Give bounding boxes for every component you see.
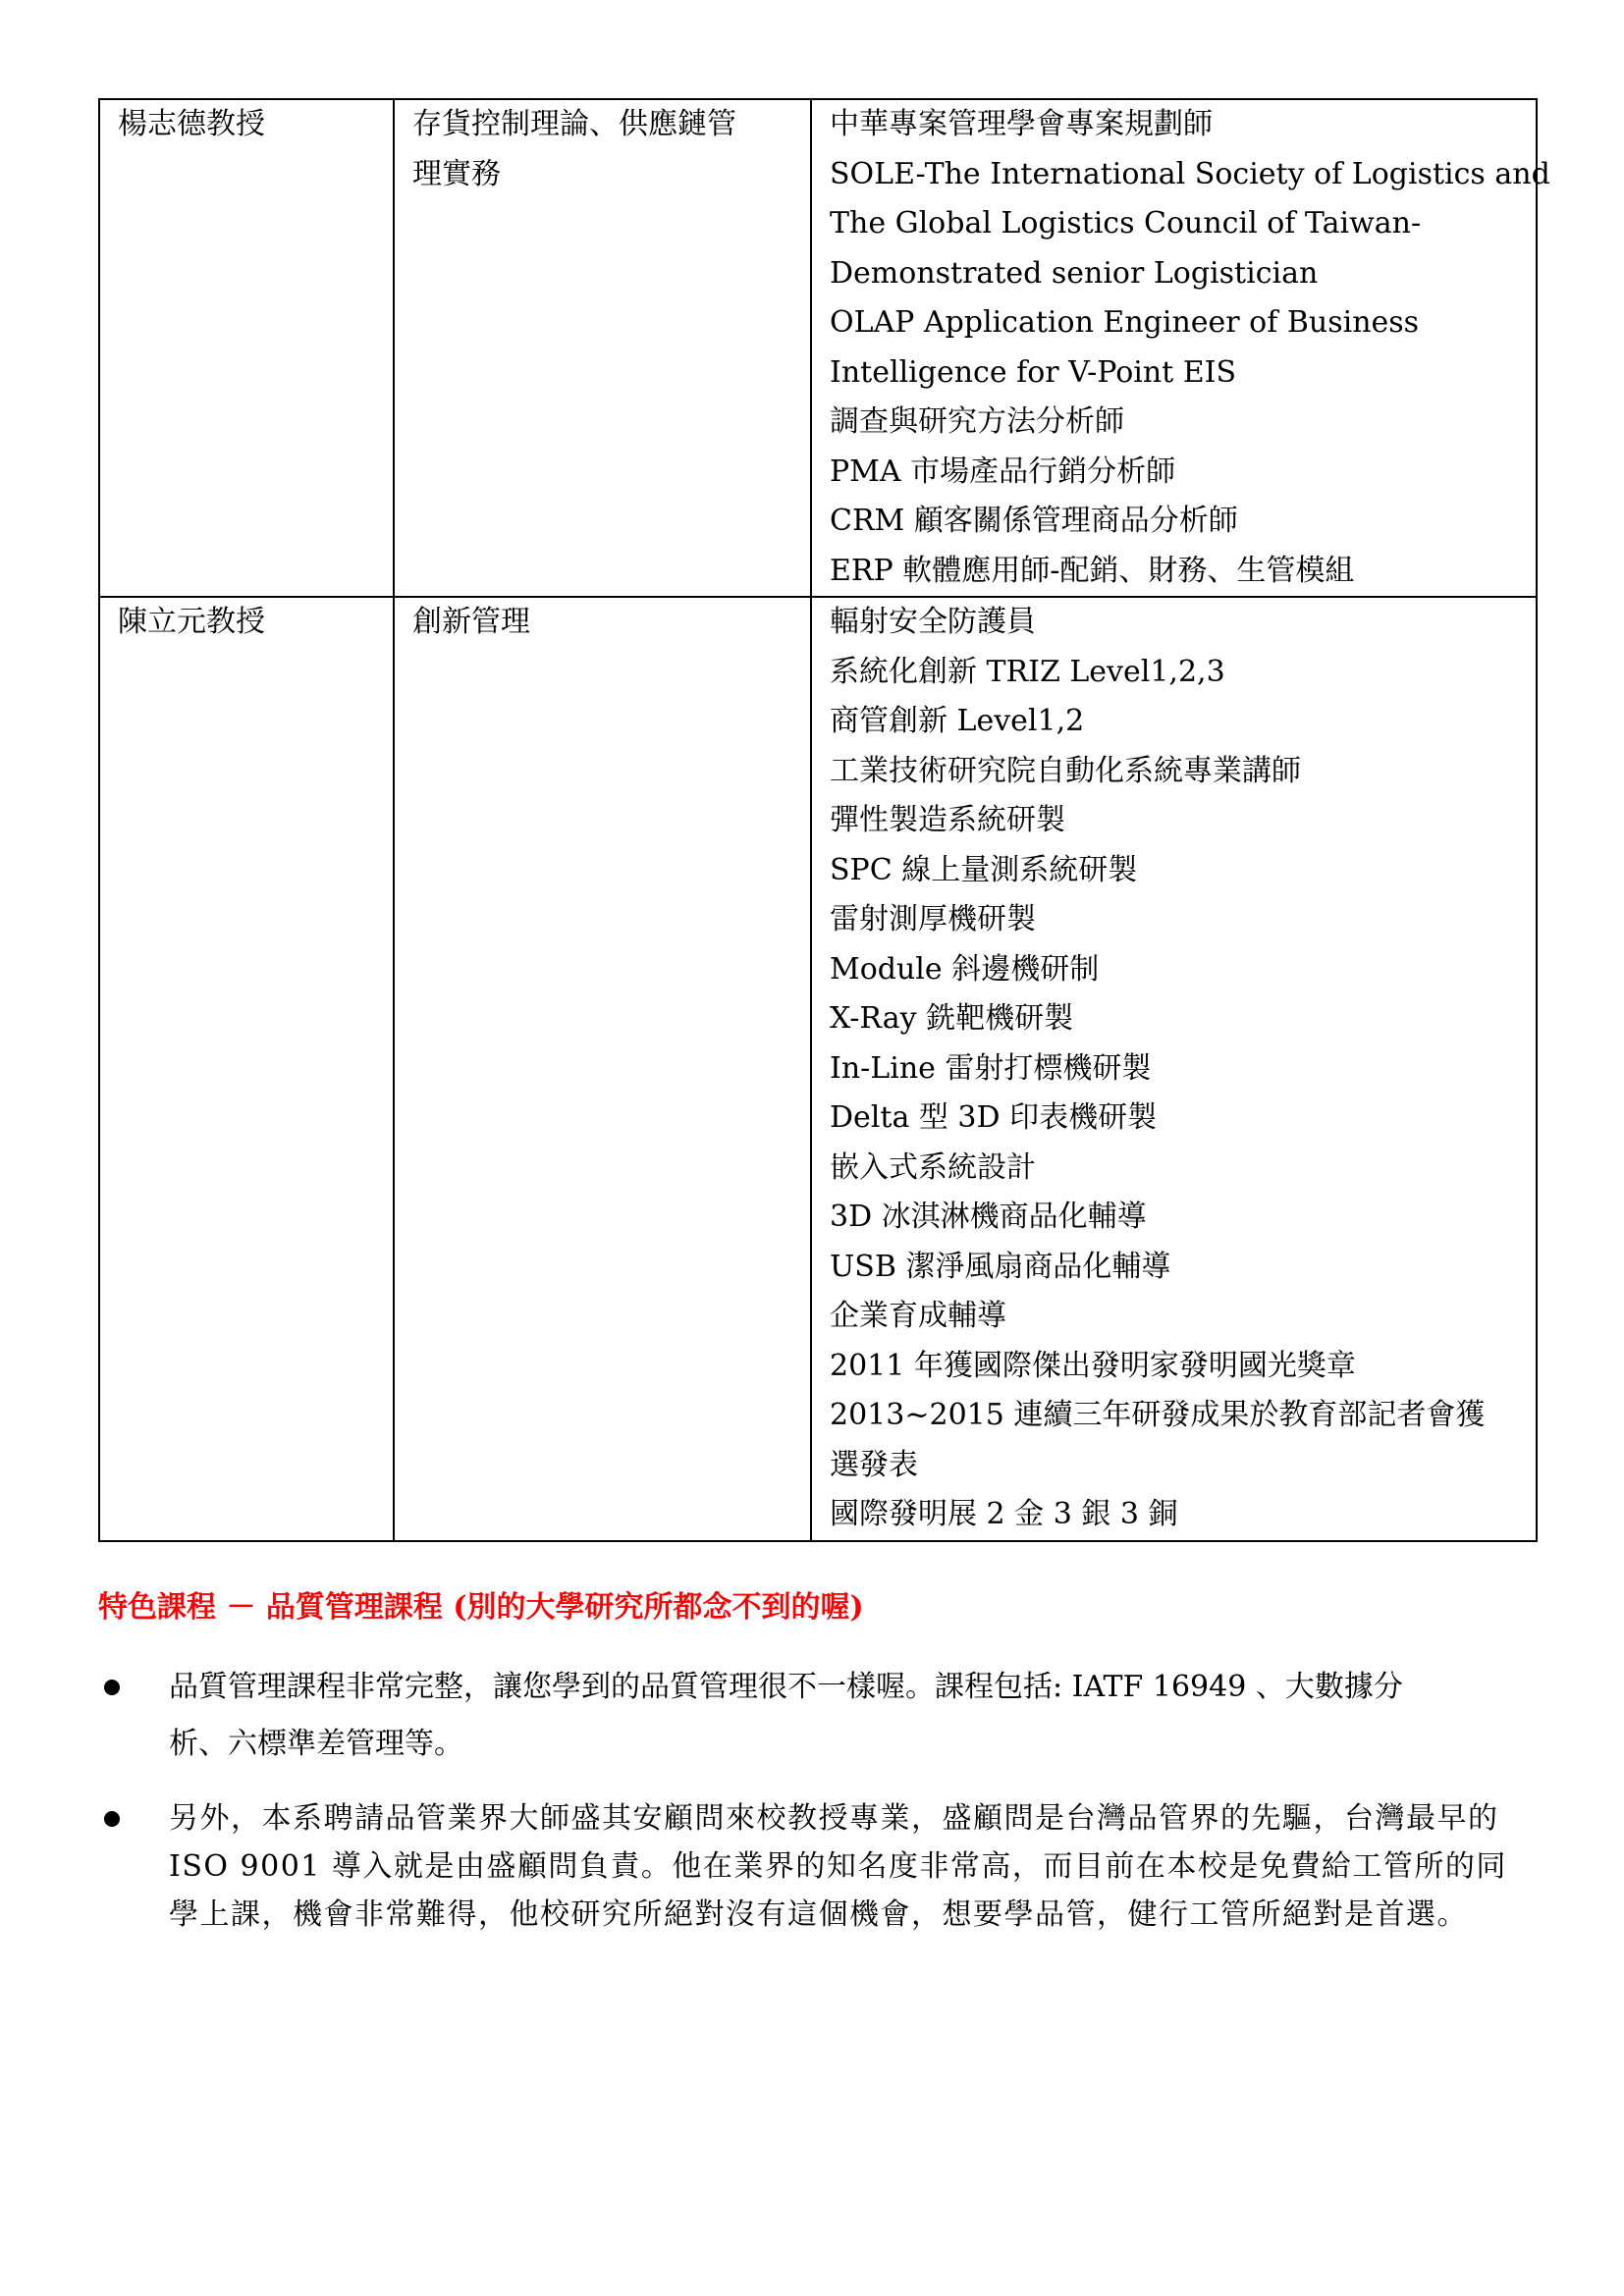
qualifications-cell xyxy=(811,99,1550,597)
qualification-item: 輻射安全防護員 xyxy=(830,605,1036,639)
table-row xyxy=(99,99,1537,597)
list-item xyxy=(98,1794,1536,1939)
qualification-item: 嵌入式系統設計 xyxy=(830,1149,1036,1185)
qualification-item: OLAP Application Engineer of Business xyxy=(830,305,1420,340)
table-row xyxy=(99,597,1537,1541)
qualification-item: In-Line 雷射打標機研製 xyxy=(830,1050,1152,1086)
qualification-item: ERP 軟體應用師-配銷、財務、生管模組 xyxy=(830,553,1355,588)
qualification-item: 中華專案管理學會專案規劃師 xyxy=(830,107,1213,141)
qualification-item: 工業技術研究院自動化系統專業講師 xyxy=(830,753,1301,788)
course-cell xyxy=(394,99,811,597)
course-line: 創新管理 xyxy=(412,605,530,639)
qualification-item: SOLE-The International Society of Logistics and xyxy=(830,156,1550,191)
course-line: 存貨控制理論、供應鏈管 xyxy=(412,107,736,141)
qualification-item: 商管創新 Level1,2 xyxy=(830,704,1085,738)
qualifications-cell xyxy=(811,597,1537,1541)
qualification-item: USB 潔淨風扇商品化輔導 xyxy=(830,1249,1171,1284)
bullet-text: 品質管理課程非常完整，讓您學到的品質管理很不一樣喔。課程包括: IATF 16949 、大數據分 xyxy=(169,1670,1403,1704)
qualification-item: Delta 型 3D 印表機研製 xyxy=(830,1100,1158,1135)
bullet-text-continued: 析、六標準差管理等。 xyxy=(169,1727,463,1761)
qualification-item: 國際發明展 2 金 3 銀 3 銅 xyxy=(830,1497,1178,1531)
qualification-item: 3D 冰淇淋機商品化輔導 xyxy=(830,1200,1147,1234)
qualification-item: 企業育成輔導 xyxy=(830,1299,1006,1333)
professor-name-cell xyxy=(99,99,394,597)
course-cell xyxy=(394,597,811,1541)
course-line: 理實務 xyxy=(412,156,501,191)
qualification-item: 雷射測厚機研製 xyxy=(830,902,1036,936)
qualification-item: X-Ray 銑靶機研製 xyxy=(830,1001,1074,1036)
qualification-item: Intelligence for V-Point EIS xyxy=(830,354,1237,390)
qualification-item: SPC 線上量測系統研製 xyxy=(830,852,1138,887)
qualification-item: 選發表 xyxy=(830,1447,918,1482)
faculty-table xyxy=(98,98,1550,1542)
bullet-icon xyxy=(104,1680,120,1695)
bullet-text: 另外，本系聘請品管業界大師盛其安顧問來校教授專業，盛顧問是台灣品管界的先驅，台灣最早的 ISO 9001 導入就是由盛顧問負責。他在業界的知名度非常高，而目前在本校是免費給工管所的同學上課，機會非常難得，他校研究所絕對沒有這個機會，想要學品管，健行工管所絕對是首選。 xyxy=(169,1801,1507,1932)
qualification-item: 2011 年獲國際傑出發明家發明國光獎章 xyxy=(830,1348,1356,1383)
list-item xyxy=(98,1659,1536,1773)
qualification-item: Demonstrated senior Logistician xyxy=(830,255,1319,291)
bullet-list xyxy=(98,1659,1536,1939)
qualification-item: PMA 市場產品行銷分析師 xyxy=(830,454,1176,489)
professor-name-cell xyxy=(99,597,394,1541)
professor-name: 楊志德教授 xyxy=(118,107,265,141)
professor-name: 陳立元教授 xyxy=(118,605,265,639)
qualification-item: CRM 顧客關係管理商品分析師 xyxy=(830,504,1238,538)
bullet-icon xyxy=(104,1811,120,1827)
qualification-item: 調查與研究方法分析師 xyxy=(830,404,1124,439)
qualification-item: 系統化創新 TRIZ Level1,2,3 xyxy=(830,654,1225,689)
qualification-item: 2013~2015 連續三年研發成果於教育部記者會獲 xyxy=(830,1398,1486,1432)
qualification-item: 彈性製造系統研製 xyxy=(830,803,1065,837)
qualification-item: The Global Logistics Council of Taiwan- xyxy=(830,206,1422,240)
qualification-item: Module 斜邊機研制 xyxy=(830,951,1100,987)
section-heading: 特色課程 － 品質管理課程 (別的大學研究所都念不到的喔) xyxy=(98,1590,864,1625)
